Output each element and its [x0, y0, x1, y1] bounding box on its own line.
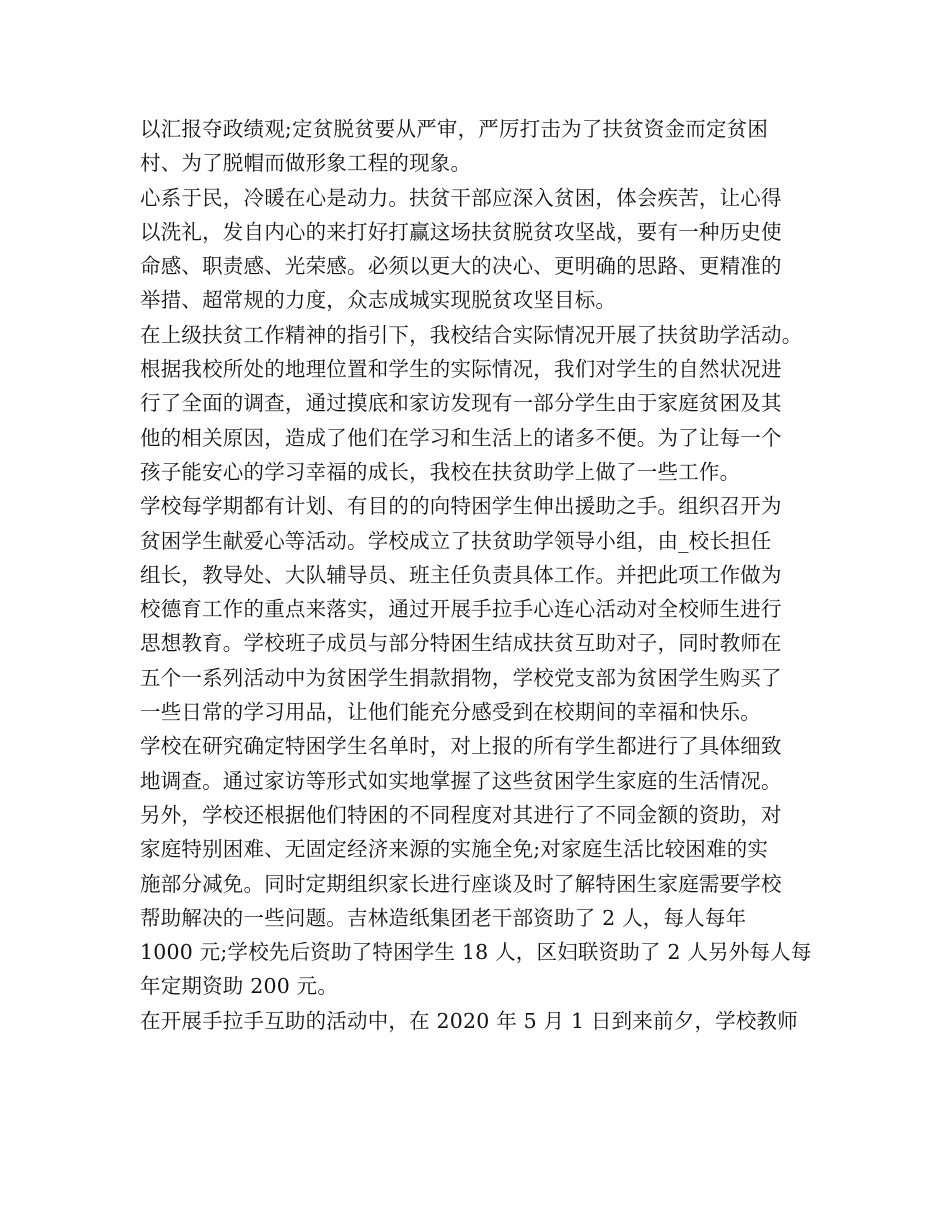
text-line: 行了全面的调查，通过摸底和家访发现有一部分学生由于家庭贫困及其: [140, 391, 782, 416]
text-line: 另外，学校还根据他们特困的不同程度对其进行了不同金额的资助，对: [140, 802, 782, 827]
text-line: 施部分减免。同时定期组织家长进行座谈及时了解特困生家庭需要学校: [140, 871, 782, 896]
text-line: 地调查。通过家访等形式如实地掌握了这些贫困学生家庭的生活情况。: [140, 768, 782, 793]
text-line: 组长，教导处、大队辅导员、班主任负责具体工作。并把此项工作做为: [140, 562, 782, 587]
text-line: 村、为了脱帽而做形象工程的现象。: [140, 151, 472, 176]
text-line: 1000 元;学校先后资助了特困学生 18 人，区妇联资助了 2 人另外每人每: [140, 940, 812, 965]
text-line: 在开展手拉手互助的活动中，在 2020 年 5 月 1 日到来前夕，学校教师: [140, 1008, 798, 1033]
text-line: 帮助解决的一些问题。吉林造纸集团老干部资助了 2 人，每人每年: [140, 905, 747, 930]
text-line: 在上级扶贫工作精神的指引下，我校结合实际情况开展了扶贫助学活动。: [140, 322, 803, 347]
text-line: 思想教育。学校班子成员与部分特困生结成扶贫互助对子，同时教师在: [140, 631, 782, 656]
text-line: 举措、超常规的力度，众志成城实现脱贫攻坚目标。: [140, 288, 617, 313]
text-line: 以洗礼，发自内心的来打好打赢这场扶贫脱贫攻坚战，要有一种历史使: [140, 219, 782, 244]
text-line: 命感、职责感、光荣感。必须以更大的决心、更明确的思路、更精准的: [140, 254, 782, 279]
text-line: 学校每学期都有计划、有目的的向特困学生伸出援助之手。组织召开为: [140, 494, 782, 519]
text-line: 以汇报夺政绩观;定贫脱贫要从严审，严厉打击为了扶贫资金而定贫困: [140, 117, 769, 141]
text-line: 年定期资助 200 元。: [140, 974, 339, 999]
body-text: [140, 112, 830, 1038]
text-line: 家庭特别困难、无固定经济来源的实施全免;对家庭生活比较困难的实: [140, 837, 769, 862]
text-line: 孩子能安心的学习幸福的成长，我校在扶贫助学上做了一些工作。: [140, 459, 741, 484]
text-line: 一些日常的学习用品，让他们能充分感受到在校期间的幸福和快乐。: [140, 700, 761, 725]
text-line: 贫困学生献爱心等活动。学校成立了扶贫助学领导小组，由_校长担任: [140, 528, 772, 553]
text-line: 根据我校所处的地理位置和学生的实际情况，我们对学生的自然状况进: [140, 357, 782, 382]
text-line: 学校在研究确定特困学生名单时，对上报的所有学生都进行了具体细致: [140, 734, 782, 759]
text-line: 校德育工作的重点来落实，通过开展手拉手心连心活动对全校师生进行: [140, 597, 782, 622]
text-line: 五个一系列活动中为贫困学生捐款捐物，学校党支部为贫困学生购买了: [140, 665, 782, 690]
text-line: 心系于民，冷暖在心是动力。扶贫干部应深入贫困，体会疾苦，让心得: [140, 185, 782, 210]
text-line: 他的相关原因，造成了他们在学习和生活上的诸多不便。为了让每一个: [140, 425, 782, 450]
